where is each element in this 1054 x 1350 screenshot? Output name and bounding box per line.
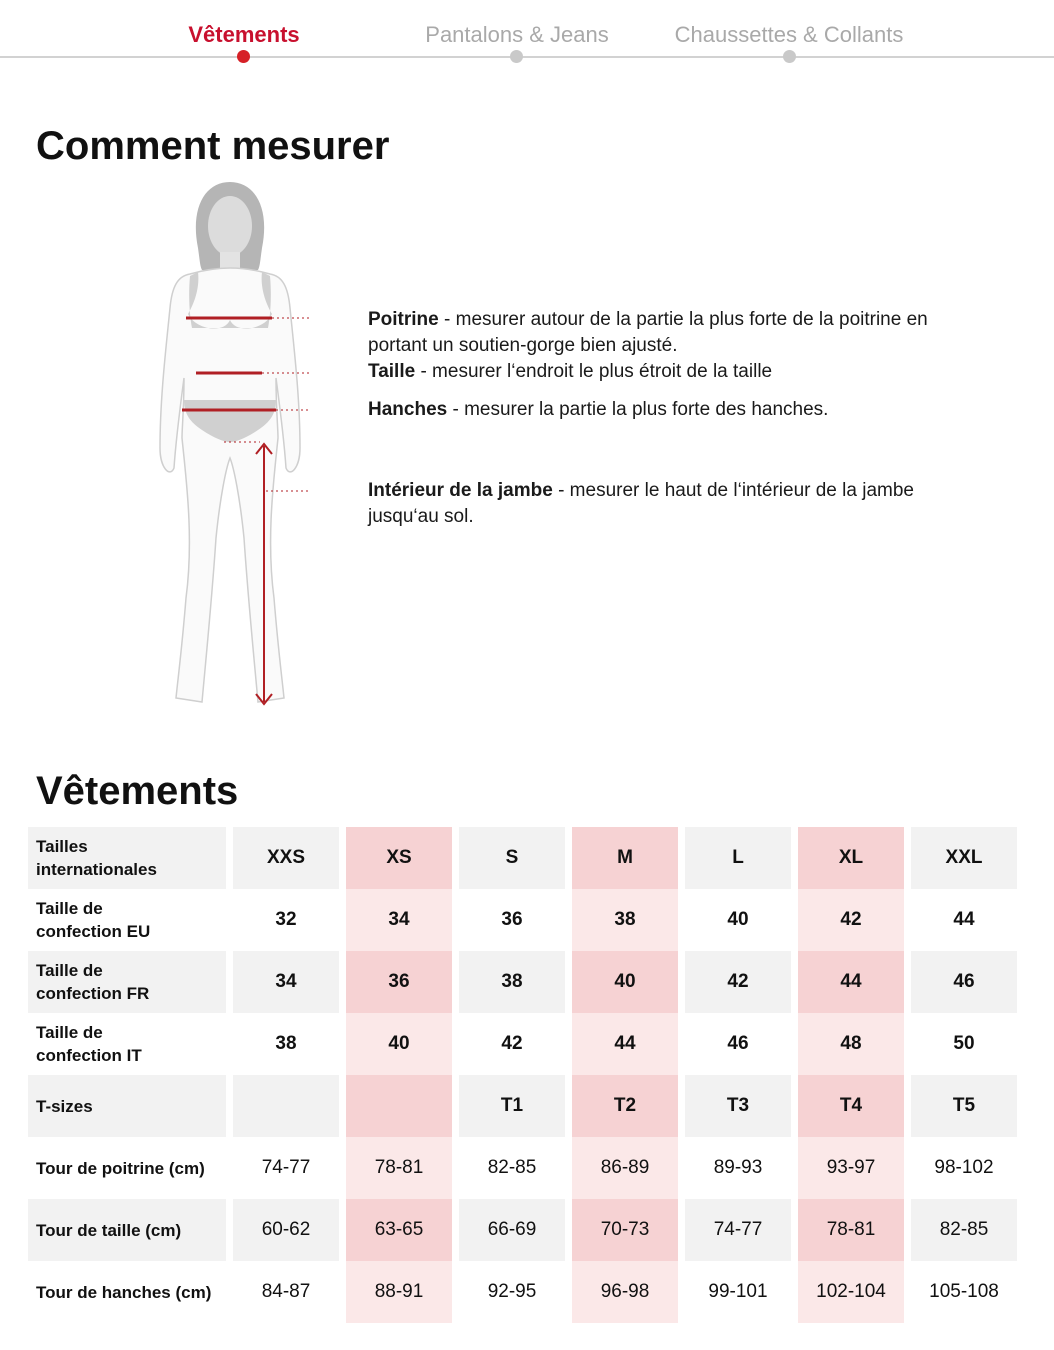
size-cell: XL <box>798 827 904 889</box>
tab-vetements[interactable]: Vêtements <box>188 22 300 47</box>
size-cell: 38 <box>233 1013 339 1075</box>
tab-pantalons-jeans[interactable]: Pantalons & Jeans <box>425 22 609 47</box>
size-cell: 60-62 <box>233 1199 339 1261</box>
size-cell: 40 <box>572 951 678 1013</box>
size-cell: 92-95 <box>459 1261 565 1323</box>
table-row <box>28 1075 1017 1137</box>
size-cell: S <box>459 827 565 889</box>
size-cell: 50 <box>911 1013 1017 1075</box>
size-cell: 48 <box>798 1013 904 1075</box>
table-row <box>28 1199 1017 1261</box>
size-cell: 34 <box>233 951 339 1013</box>
size-cell: 38 <box>572 889 678 951</box>
size-cell: 40 <box>685 889 791 951</box>
size-cell: 78-81 <box>346 1137 452 1199</box>
size-cell: M <box>572 827 678 889</box>
table-row <box>28 1137 1017 1199</box>
row-label: Tour de taille (cm) <box>28 1199 226 1261</box>
size-cell: 42 <box>685 951 791 1013</box>
category-tabs <box>0 0 1054 80</box>
table-row <box>28 1013 1017 1075</box>
body-figure-illustration <box>150 178 310 718</box>
row-label: Taille de confection EU <box>28 889 226 951</box>
size-cell: 74-77 <box>685 1199 791 1261</box>
size-cell: T1 <box>459 1075 565 1137</box>
row-label: T-sizes <box>28 1075 226 1137</box>
size-cell: 99-101 <box>685 1261 791 1323</box>
size-cell: T5 <box>911 1075 1017 1137</box>
note-poitrine: Poitrine - mesurer autour de la partie la plus forte de la poitrine en portant un soutien-gorge bien ajusté. <box>368 309 928 356</box>
row-label: Taille de confection FR <box>28 951 226 1013</box>
size-cell: XXL <box>911 827 1017 889</box>
size-cell: T4 <box>798 1075 904 1137</box>
size-cell: 63-65 <box>346 1199 452 1261</box>
size-cell: 46 <box>685 1013 791 1075</box>
size-cell: 32 <box>233 889 339 951</box>
size-cell: XS <box>346 827 452 889</box>
size-cell <box>346 1075 452 1137</box>
tab-indicator[interactable] <box>783 50 796 63</box>
size-chart-table <box>21 827 1024 1323</box>
size-cell: 46 <box>911 951 1017 1013</box>
size-cell: 82-85 <box>459 1137 565 1199</box>
size-cell: 70-73 <box>572 1199 678 1261</box>
tab-indicator-active[interactable] <box>237 50 250 63</box>
note-interieur-jambe: Intérieur de la jambe - mesurer le haut de l‘intérieur de la jambe jusqu‘au sol. <box>368 480 914 527</box>
size-cell: 40 <box>346 1013 452 1075</box>
size-cell: 102-104 <box>798 1261 904 1323</box>
size-cell: 44 <box>911 889 1017 951</box>
size-cell: 36 <box>346 951 452 1013</box>
size-cell: 42 <box>798 889 904 951</box>
clothes-heading: Vêtements <box>36 769 239 813</box>
size-cell: 82-85 <box>911 1199 1017 1261</box>
size-cell: 89-93 <box>685 1137 791 1199</box>
table-row <box>28 827 1017 889</box>
size-cell: 44 <box>798 951 904 1013</box>
size-cell: 74-77 <box>233 1137 339 1199</box>
table-row <box>28 889 1017 951</box>
size-cell: L <box>685 827 791 889</box>
size-cell: 34 <box>346 889 452 951</box>
size-cell: XXS <box>233 827 339 889</box>
tab-indicator[interactable] <box>510 50 523 63</box>
row-label: Tour de poitrine (cm) <box>28 1137 226 1199</box>
size-cell: 66-69 <box>459 1199 565 1261</box>
size-cell: 105-108 <box>911 1261 1017 1323</box>
note-hanches: Hanches - mesurer la partie la plus forte des hanches. <box>368 399 829 420</box>
size-cell: 84-87 <box>233 1261 339 1323</box>
tabs-track <box>0 56 1054 58</box>
size-cell: T2 <box>572 1075 678 1137</box>
size-cell: 98-102 <box>911 1137 1017 1199</box>
size-cell <box>233 1075 339 1137</box>
table-row <box>28 1261 1017 1323</box>
size-cell: 86-89 <box>572 1137 678 1199</box>
size-cell: 38 <box>459 951 565 1013</box>
size-cell: T3 <box>685 1075 791 1137</box>
row-label: Tailles internationales <box>28 827 226 889</box>
table-row <box>28 951 1017 1013</box>
measure-heading: Comment mesurer <box>36 124 390 168</box>
size-cell: 42 <box>459 1013 565 1075</box>
size-cell: 78-81 <box>798 1199 904 1261</box>
size-cell: 93-97 <box>798 1137 904 1199</box>
size-cell: 88-91 <box>346 1261 452 1323</box>
note-taille: Taille - mesurer l‘endroit le plus étroit de la taille <box>368 361 773 382</box>
row-label: Tour de hanches (cm) <box>28 1261 226 1323</box>
size-cell: 96-98 <box>572 1261 678 1323</box>
size-cell: 44 <box>572 1013 678 1075</box>
tab-chaussettes-collants[interactable]: Chaussettes & Collants <box>674 22 904 47</box>
row-label: Taille de confection IT <box>28 1013 226 1075</box>
size-cell: 36 <box>459 889 565 951</box>
